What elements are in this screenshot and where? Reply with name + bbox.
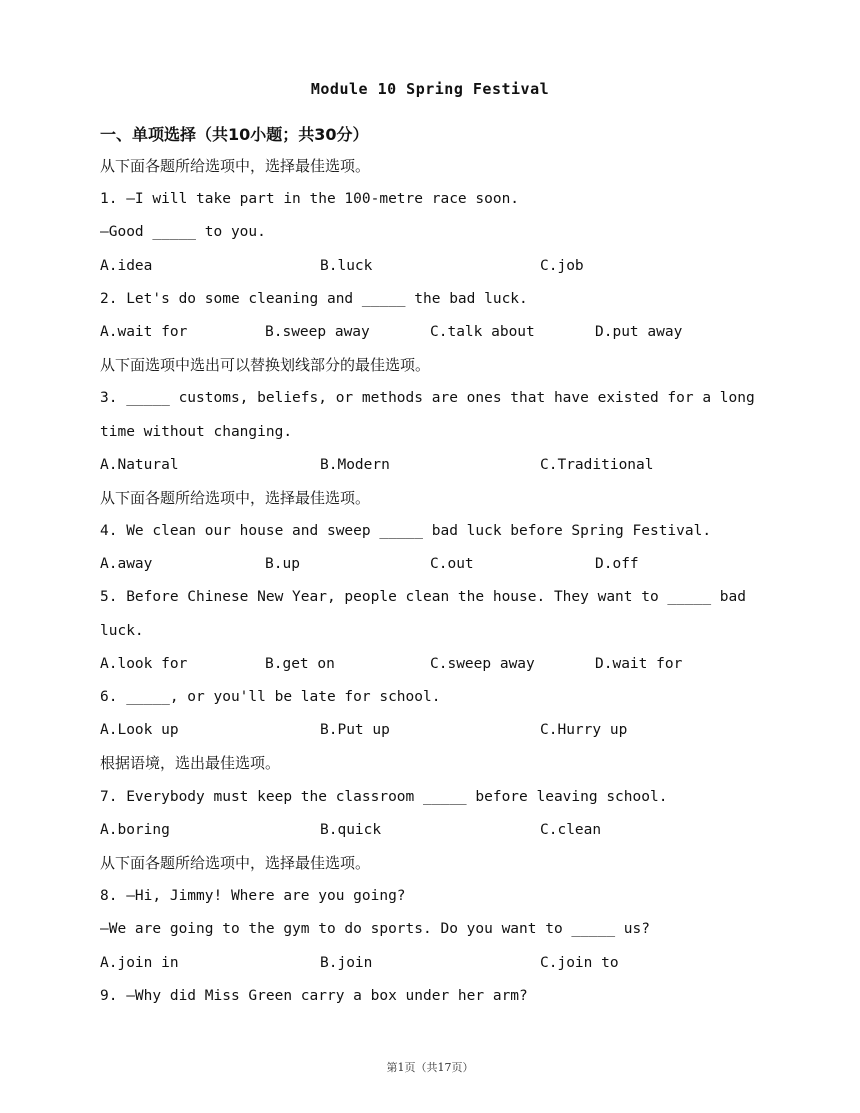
option-c: C.Hurry up: [540, 722, 628, 739]
question-7-text: 7. Everybody must keep the classroom _____ before leaving school.: [100, 788, 668, 805]
question-1-text-2: —Good _____ to you.: [100, 224, 266, 241]
question-5-text: 5. Before Chinese New Year, people clean the house. They want to _____ bad: [100, 589, 747, 606]
option-a: A.look for: [100, 655, 188, 672]
option-d: D.off: [595, 556, 639, 573]
question-2-text: 2. Let's do some cleaning and _____ the bad luck.: [100, 290, 528, 307]
question-3-text-2: time without changing.: [100, 423, 293, 440]
option-c: C.join to: [540, 954, 619, 971]
section-heading: 一、单项选择（共10小题；共30分）: [100, 125, 369, 144]
question-6-text: 6. _____, or you'll be late for school.: [100, 689, 441, 705]
option-c: C.job: [540, 257, 584, 274]
option-c: C.out: [430, 556, 474, 573]
instruction: 从下面各题所给选项中，选择最佳选项。: [100, 488, 371, 507]
option-b: B.up: [265, 556, 300, 573]
question-7-options: [100, 814, 740, 847]
question-4-options: [100, 548, 740, 581]
question-2-options: [100, 316, 740, 349]
question-3-text: 3. _____ customs, beliefs, or methods are ones that have existed for a long: [100, 390, 755, 407]
instruction: 从下面各题所给选项中，选择最佳选项。: [100, 157, 371, 175]
option-c: C.Traditional: [540, 456, 654, 473]
question-1-options: [100, 250, 740, 283]
option-b: B.Put up: [320, 722, 390, 739]
option-c: C.clean: [540, 821, 602, 838]
option-a: A.idea: [100, 257, 153, 274]
option-a: A.Natural: [100, 456, 179, 473]
question-8-text: 8. —Hi, Jimmy! Where are you going?: [100, 888, 406, 905]
option-d: D.put away: [595, 323, 683, 340]
question-5-options: [100, 648, 740, 681]
option-b: B.join: [320, 954, 373, 971]
page-title: Module 10 Spring Festival: [310, 80, 550, 98]
question-list: [100, 150, 755, 1013]
instruction: 从下面各题所给选项中，选择最佳选项。: [100, 853, 371, 872]
option-d: D.wait for: [595, 655, 683, 672]
question-8-options: [100, 947, 740, 980]
instruction: 从下面选项中选出可以替换划线部分的最佳选项。: [100, 356, 431, 375]
instruction: 根据语境，选出最佳选项。: [100, 754, 281, 773]
question-4-text: 4. We clean our house and sweep _____ bad luck before Spring Festival.: [100, 523, 712, 540]
option-a: A.away: [100, 556, 153, 573]
option-c: C.talk about: [430, 323, 535, 340]
question-1-text: 1. —I will take part in the 100-metre race soon.: [100, 191, 520, 208]
option-b: B.Modern: [320, 456, 390, 473]
option-a: A.wait for: [100, 323, 188, 340]
option-b: B.sweep away: [265, 323, 370, 340]
option-a: A.boring: [100, 821, 170, 838]
option-b: B.luck: [320, 257, 373, 274]
option-a: A.join in: [100, 954, 179, 971]
page-footer: 第1页（共17页）: [386, 1061, 474, 1074]
question-6-options: [100, 714, 740, 747]
option-a: A.Look up: [100, 722, 179, 739]
question-9-text: 9. —Why did Miss Green carry a box under her arm?: [100, 987, 528, 1004]
question-3-options: [100, 449, 740, 482]
option-c: C.sweep away: [430, 655, 535, 672]
question-8-text-2: —We are going to the gym to do sports. Do you want to _____ us?: [100, 921, 650, 938]
option-b: B.quick: [320, 821, 382, 838]
question-5-text-2: luck.: [100, 622, 144, 639]
option-b: B.get on: [265, 655, 335, 672]
